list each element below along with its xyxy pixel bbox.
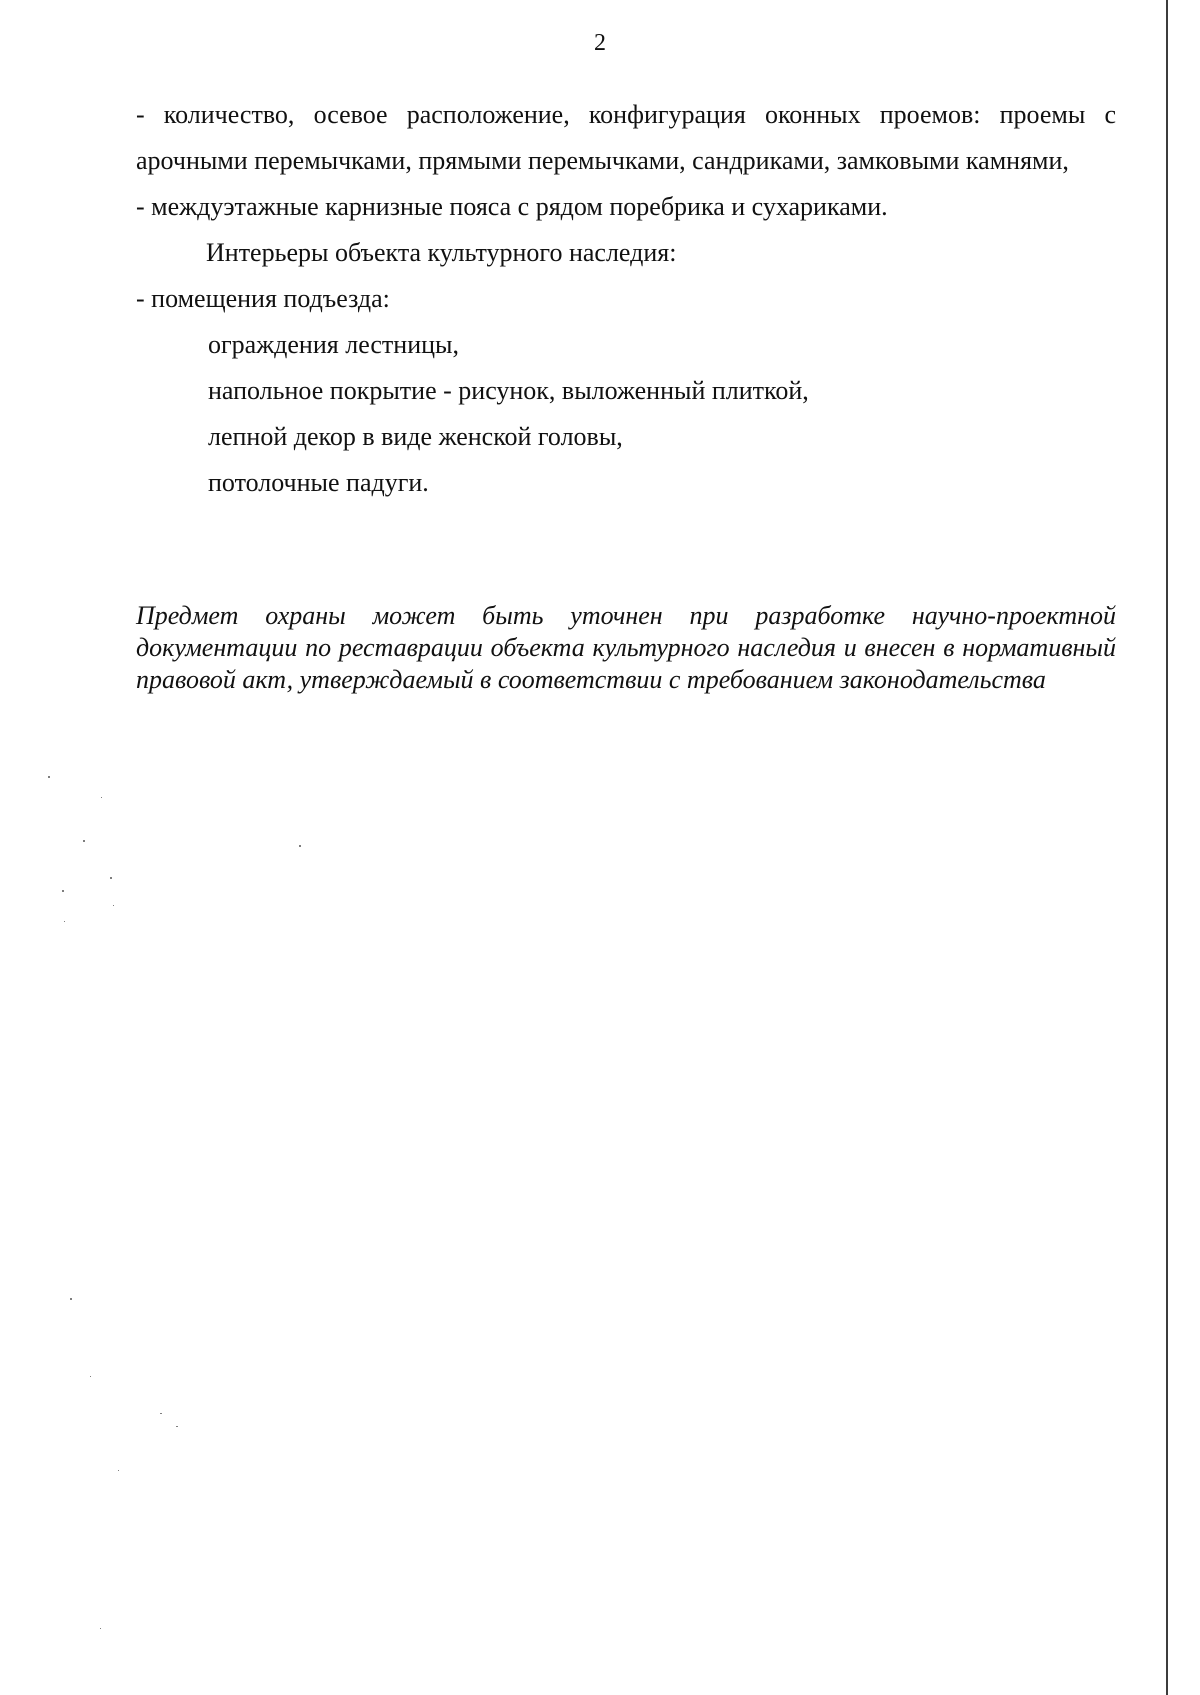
list-item-stucco: лепной декор в виде женской головы, (208, 422, 623, 451)
scan-speck (64, 921, 65, 922)
scan-speck (70, 1298, 72, 1300)
scan-speck (113, 905, 114, 906)
list-item-railings: ограждения лестницы, (208, 330, 459, 359)
italic-note: Предмет охраны может быть уточнен при разработке научно-проектной документации по реставрации объекта культурного наследия и внесен в нормативный правовой акт, утверждаемый в соответствии с требованием законодательства (136, 601, 1116, 694)
paragraph-cornices: - междуэтажные карнизные пояса с рядом поребрика и сухариками. (136, 192, 888, 221)
document-body (136, 92, 1116, 506)
paragraph-interiors-heading: Интерьеры объекта культурного наследия: (206, 238, 677, 267)
scan-speck (90, 1376, 91, 1377)
scan-speck (83, 840, 85, 842)
list-item-ceiling: потолочные падуги. (208, 468, 429, 497)
list-item-floor: напольное покрытие - рисунок, выложенный плиткой, (208, 376, 809, 405)
scan-speck (299, 845, 301, 847)
scan-speck (48, 776, 50, 778)
page-edge-line (1166, 0, 1168, 1695)
scan-speck (110, 877, 112, 879)
scan-speck (118, 1470, 119, 1471)
paragraph-entrance: - помещения подъезда: (136, 284, 390, 313)
paragraph-windows: - количество, осевое расположение, конфигурация оконных проемов: проемы с арочными перемычками, прямыми перемычками, сандриками, замковыми камнями, (136, 100, 1116, 175)
scan-speck (100, 1628, 101, 1629)
scan-speck (160, 1413, 162, 1414)
scan-speck (62, 890, 64, 892)
scan-speck (176, 1426, 178, 1427)
scan-speck (101, 797, 102, 798)
page-number: 2 (594, 30, 606, 56)
